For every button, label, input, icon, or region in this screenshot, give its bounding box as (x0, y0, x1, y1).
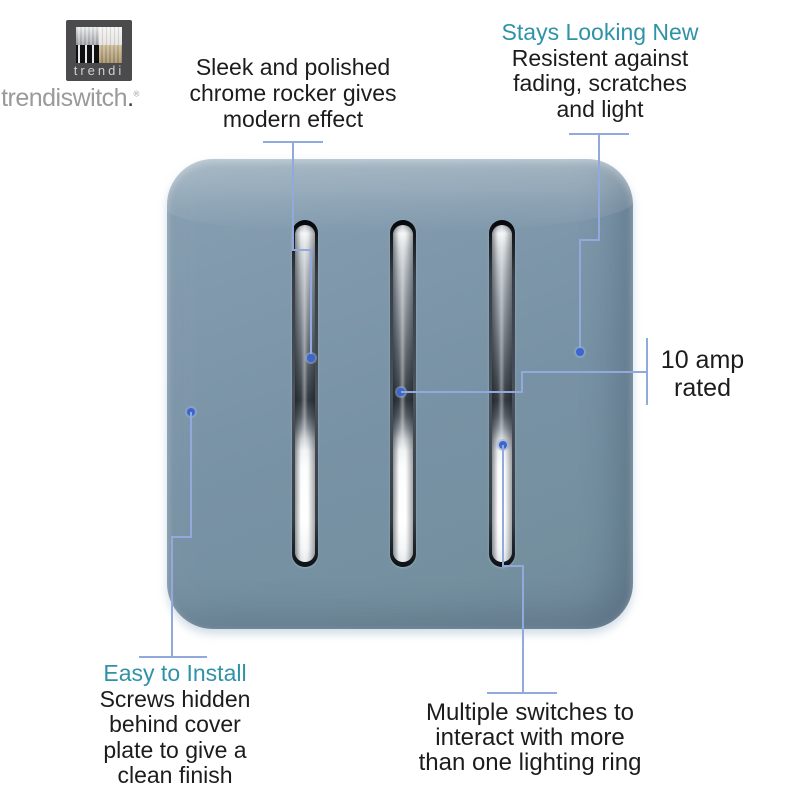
callout-line (171, 536, 173, 658)
callout-line (646, 338, 648, 405)
callout-dot (307, 354, 315, 362)
annotation-text-line: fading, scratches (513, 70, 687, 96)
annotation-easy-install (85, 661, 265, 789)
callout-line (487, 692, 557, 694)
callout-line (598, 134, 600, 240)
logo-wordmark: trendi (73, 63, 125, 78)
callout-line (401, 391, 523, 393)
annotation-text-line: chrome rocker gives (189, 80, 397, 106)
annotation-text-line: Sleek and polished (195, 54, 391, 80)
callout-line (171, 536, 192, 538)
annotation-text-line: interact with more (435, 724, 625, 751)
logo-square-white-icon (99, 27, 122, 45)
annotation-text-line: Multiple switches to (425, 699, 635, 726)
brand-name-text: trendiswitch (1, 84, 128, 112)
callout-line (190, 412, 192, 537)
annotation-text-line: Resistent against (511, 44, 689, 71)
logo-square-black-icon (76, 45, 99, 63)
annotation-multiple-switches (394, 700, 666, 775)
callout-line (502, 445, 504, 566)
callout-line (139, 656, 207, 658)
annotation-text-line: clean finish (117, 762, 233, 788)
annotation-text-line: 10 amp (660, 346, 745, 374)
brand-period: . (127, 84, 134, 112)
callout-line (310, 249, 312, 359)
callout-line (522, 565, 524, 694)
logo-squares (76, 27, 122, 63)
rocker-switch-1 (295, 225, 315, 562)
rocker-slot-1 (292, 220, 318, 567)
annotation-text-line: rated (674, 374, 731, 402)
callout-line (502, 565, 524, 567)
annotation-text-line: behind cover (109, 711, 241, 737)
annotation-text-line: modern effect (222, 106, 364, 132)
annotation-text-line: and light (556, 95, 644, 122)
annotation-heading: Easy to Install (103, 660, 247, 686)
callout-line (292, 142, 294, 250)
annotation-heading: Stays Looking New (501, 19, 699, 45)
callout-line (521, 371, 647, 373)
annotation-text-line: Screws hidden (99, 685, 251, 712)
registered-mark: ® (133, 89, 139, 99)
annotation-stays-looking-new (488, 20, 712, 122)
brand-name (0, 84, 140, 113)
annotation-text-line: plate to give a (103, 736, 247, 763)
logo-square-chrome-icon (76, 27, 99, 45)
annotation-text-line: than one lighting ring (418, 749, 642, 776)
logo-square-gold-icon (99, 45, 122, 63)
annotation-chrome-rocker (183, 54, 403, 132)
callout-dot (576, 348, 584, 356)
annotation-amp-rating (650, 346, 755, 402)
callout-line (292, 249, 312, 251)
callout-line (521, 371, 523, 393)
callout-line (580, 239, 600, 241)
trendi-logo (66, 20, 132, 81)
callout-line (579, 239, 581, 353)
